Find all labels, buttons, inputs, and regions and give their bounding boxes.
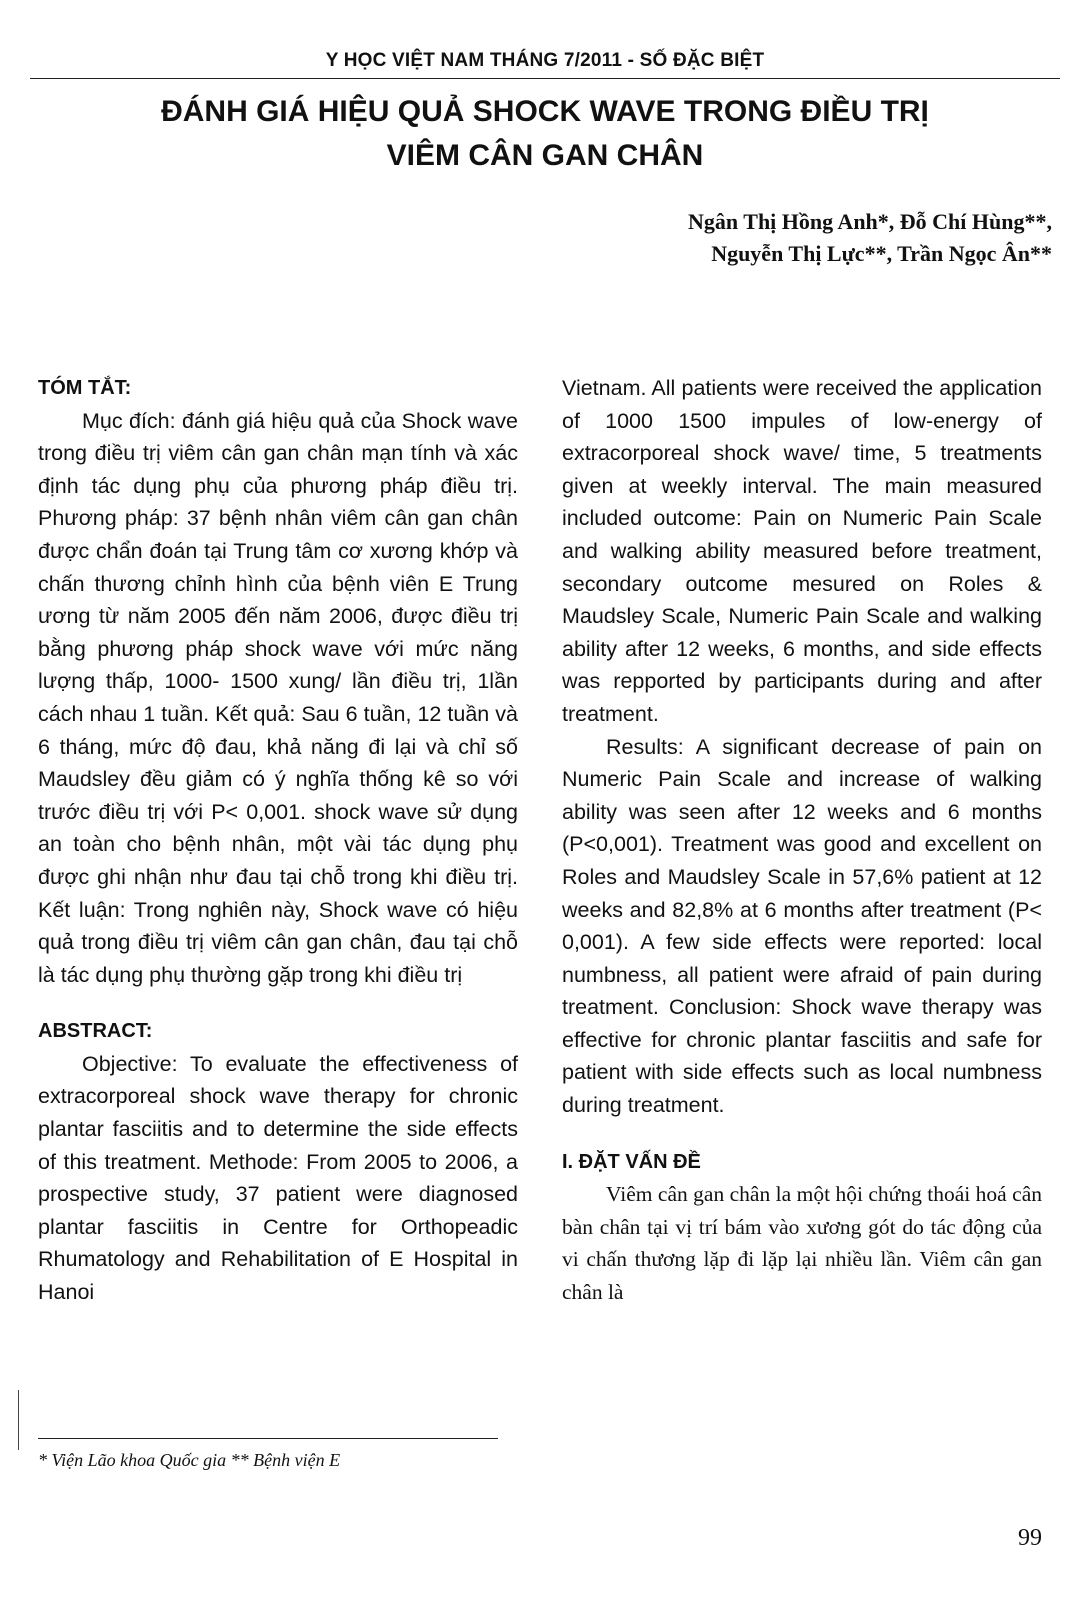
authors-line-1: Ngân Thị Hồng Anh*, Đỗ Chí Hùng**, (688, 209, 1052, 234)
footnote-rule (38, 1438, 498, 1439)
abstract-text-right: Vietnam. All patients were received the application of 1000 1500 impules of low-energy of extracorporeal shock wave/ time, 5 treatments given at weekly interval. The main measured included outcome: Pain on Numeric Pain Scale and walking ability measured before treatment, secondary outcome mesured on Roles & Maudsley Scale, Numeric Pain Scale and walking ability after 12 weeks, 6 months, and side effects was repported by participants during and after treatment. (562, 376, 1042, 726)
title-line-2: VIÊM CÂN GAN CHÂN (386, 139, 704, 172)
abstract-text-left: Objective: To evaluate the effectiveness of extracorporeal shock wave therapy for chronic plantar fasciitis and to determine the side effects of this treatment. Methode: From 2005 to 2006, a prospective study, 37 patient were diagnosed plantar fasciitis in Centre for Orthopeadic Rhumatology and Rehabilitation of E Hospital in Hanoi (38, 1051, 518, 1305)
article-title (0, 90, 1090, 178)
margin-mark (18, 1390, 19, 1450)
abstract-results: Results: A significant decrease of pain on Numeric Pain Scale and increase of walking ability was seen after 12 weeks and 6 months (P<0,001). Treatment was good and excellent on Roles and Maudsley Scale in 57,6% patient at 12 weeks and 82,8% at 6 months after treatment (P< 0,001). A few side effects were reported: local numbness, all patient were afraid of pain during treatment. Conclusion: Shock wave therapy was effective for chronic plantar fasciitis and safe for patient with side effects such as local numbness during treatment. (562, 734, 1042, 1118)
page-number: 99 (1018, 1525, 1042, 1551)
abstract-heading: ABSTRACT: (38, 1020, 153, 1043)
summary-heading: TÓM TẮT: (38, 377, 132, 399)
left-column (38, 372, 518, 1309)
section-1-text: Viêm cân gan chân la một hội chứng thoái hoá cân bàn chân tại vị trí bám vào xương gót do tác động của vi chấn thương lặp đi lặp lại nhiều lần. Viêm cân gan chân là (562, 1182, 1042, 1305)
section-1-heading: I. ĐẶT VẤN ĐỀ (562, 1150, 701, 1173)
footnote: * Viện Lão khoa Quốc gia ** Bệnh viện E (38, 1450, 341, 1470)
header-rule (30, 78, 1060, 79)
authors-line-2: Nguyễn Thị Lực**, Trần Ngọc Ân** (711, 241, 1052, 266)
summary-text: Mục đích: đánh giá hiệu quả của Shock wave trong điều trị viêm cân gan chân mạn tính và xác định tác dụng phụ của phương pháp điều trị. Phương pháp: 37 bệnh nhân viêm cân gan chân được chẩn đoán tại Trung tâm cơ xương khớp và chấn thương chỉnh hình của bệnh viên E Trung ương từ năm 2005 đến năm 2006, được điều trị bằng phương pháp shock wave với mức năng lượng thấp, 1000- 1500 xung/ lần điều trị, 1lần cách nhau 1 tuần. Kết quả: Sau 6 tuần, 12 tuần và 6 tháng, mức độ đau, khả năng đi lại và chỉ số Maudsley đều giảm có ý nghĩa thống kê so với trước điều trị với P< 0,001. shock wave sử dụng an toàn cho bệnh nhân, một vài tác dụng phụ được ghi nhận như đau tại chỗ trong khi điều trị. Kết luận: Trong nghiên này, Shock wave có hiệu quả trong điều trị viêm cân gan chân, đau tại chỗ là tác dụng phụ thường gặp trong khi điều trị (38, 408, 518, 987)
right-column (562, 372, 1042, 1309)
journal-header: Y HỌC VIỆT NAM THÁNG 7/2011 - SỐ ĐẶC BIỆT (325, 50, 765, 71)
authors (688, 206, 1052, 270)
title-line-1: ĐÁNH GIÁ HIỆU QUẢ SHOCK WAVE TRONG ĐIỀU TRỊ (161, 95, 929, 128)
